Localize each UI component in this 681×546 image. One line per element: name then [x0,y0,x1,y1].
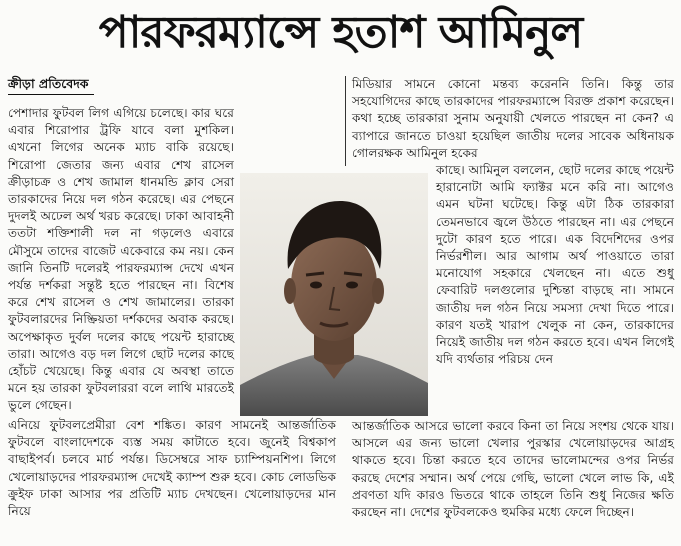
byline-underline [8,94,94,95]
article-column-right-mid [436,162,674,368]
article-column-right-top [352,76,674,162]
column-divider [345,76,346,166]
byline: ক্রীড়া প্রতিবেদক [8,76,89,91]
article-column-bottom-left [8,417,336,520]
article-paragraph-right-mid: কাছে। আমিনুল বললেন, ছোট দলের কাছে পয়েন্ট হারানোটা আমি ফ্যাক্টর মনে করি না। আগেও এমন ঘটনা ঘটেছে। কিন্তু এটা ঠিক তারকারা তেমনভাবে জ্বলে উঠতে পারছেন না। এর পেছনে দুটো কারণ হতে পারে। এক বিদেশিদের ওপর নির্ভরশীল। আর আগাম অর্থ পাওয়াতে তারা মনোযোগ সহকারে খেলছেন না। এতে শুধু ফেবারিট দলগুলোর দুশ্চিন্তা বাড়ছে না। সামনে জাতীয় দল গঠন নিয়ে সমস্যা দেখা দিতে পারে। কারণ যতই খারাপ খেলুক না কেন, তারকাদের নিয়েই জাতীয় দল গঠন করতে হবে। এখন লিগেই যদি ব্যর্থতার পরিচয় দেন [436,163,674,367]
player-photo [240,173,428,416]
article-paragraph-right-top: মিডিয়ার সামনে কোনো মন্তব্য করেননি তিনি। কিন্তু তার সহযোগিদের কাছে তারকাদের পারফরম্যান্সে বিরক্ত প্রকাশ করেছেন। কথা হচ্ছে তারকারা সুনাম অনুযায়ী খেলতে পারছেন না কেন? এ ব্যাপারে জানতে চাওয়া হয়েছিল জাতীয় দলের সাবেক অধিনায়ক গোলরক্ষক আমিনুল হকের [352,77,674,160]
article-paragraph-left: পেশাদার ফুটবল লিগ এগিয়ে চলেছে। কার ঘরে এবার শিরোপার ট্রফি যাবে বলা মুশকিল। এখনো লিগের অনেক ম্যাচ বাকি রয়েছে। শিরোপা জেতার জন্য এবার শেখ রাসেল ক্রীড়াচক্র ও শেখ জামাল ধানমন্ডি ক্লাব সেরা তারকাদের নিয়ে দল গঠন করেছে। এর পেছনে দুদলই অঢেল অর্থ খরচ করেছে। ঢাকা আবাহনী ততটা শক্তিশালী দল না গড়লেও এবারে মৌসুমে তাদের বাজেট একেবারে কম নয়। কেন জানি তিনটি দলেরই পারফরম্যান্স দেখে এখন পর্যন্ত দর্শকরা সন্তুষ্ট হতে পারছেন না। বিশেষ করে শেখ রাসেল ও শেখ জামালের। তারকা ফুটবলারদের নিষ্ক্রিয়তা দর্শকদের অবাক করছে। অপেক্ষাকৃত দুর্বল দলের কাছে পয়েন্ট হারাচ্ছে তারা। আগেও বড় দল লিগে ছোট দলের কাছে হোঁচট খেয়েছে। কিন্তু এবার যে অবস্থা তাতে মনে হয় তারকা ফুটবলাররা বলে লাথি মারতেই ভুলে গেছেন। [8,106,234,413]
headline: পারফরম্যান্সে হতাশ আমিনুল [98,7,583,58]
portrait-illustration [240,173,428,416]
article-paragraph-bottom-left: এনিয়ে ফুটবলপ্রেমীরা বেশ শঙ্কিত। কারণ সামনেই আন্তর্জাতিক ফুটবলে বাংলাদেশকে ব্যস্ত সময় কাটাতে হবে। জুনেই বিশ্বকাপ বাছাইপর্ব। চলবে মার্চ পর্যন্ত। ডিসেম্বরে সাফ চ্যাম্পিয়নশিপ। লিগে খেলোয়াড়দের পারফরম্যান্স দেখেই ক্যাম্প শুরু হবে। কোচ লোডভিক ক্রুইফ ঢাকা আসার পর প্রতিটি ম্যাচ দেখছেন। খেলোয়াড়দের মান নিয়ে [8,418,336,519]
article-column-left [8,105,234,415]
article-paragraph-right-bottom: আন্তর্জাতিক আসরে ভালো করবে কিনা তা নিয়ে সংশয় থেকে যায়। আসলে এর জন্য ভালো খেলার পুরস্কার খেলোয়াড়দের আগ্রহ থাকতে হবে। চিন্তা করতে হবে তাদের ভালোমন্দের ওপর নির্ভর করছে দেশের সম্মান। অর্থ পেয়ে গেছি, ভালো খেলে লাভ কি, এই প্রবণতা যদি কারও ভিতরে থাকে তাহলে তিনি শুধু নিজের ক্ষতি করছেন না। দেশের ফুটবলকেও হুমকির মধ্যে ফেলে দিচ্ছেন। [352,419,674,520]
article-column-right-bottom [352,418,674,521]
